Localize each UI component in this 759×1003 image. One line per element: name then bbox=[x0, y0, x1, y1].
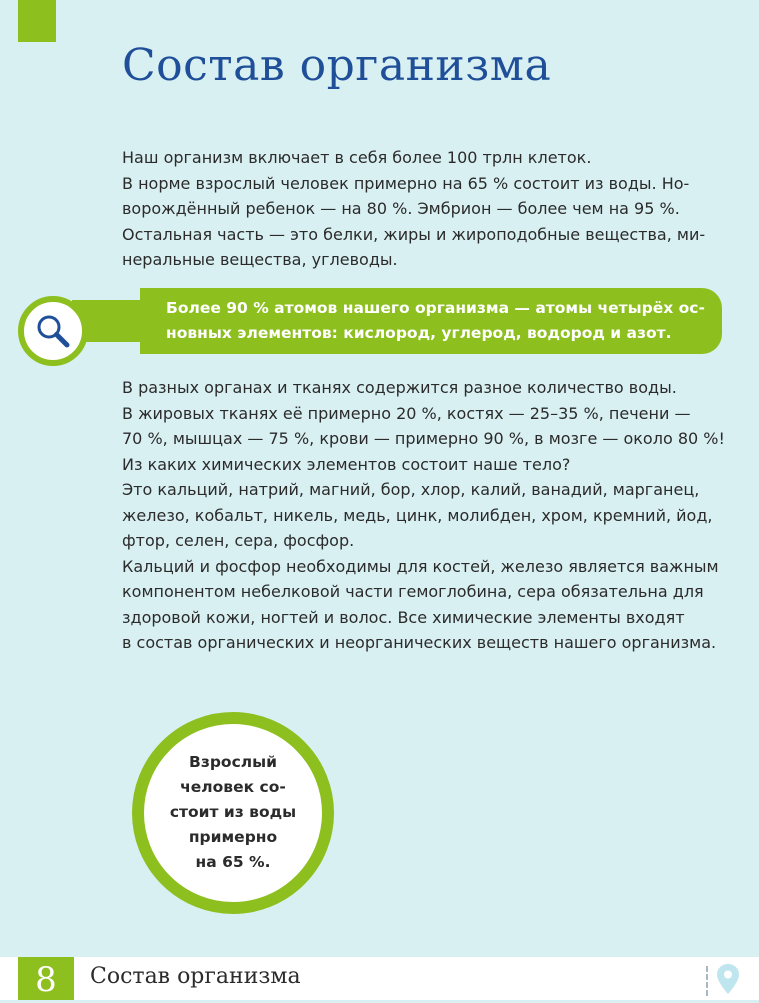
intro-line: В норме взрослый человек примерно на 65 % состоит из воды. Но- bbox=[122, 173, 690, 193]
body-paragraph bbox=[122, 375, 734, 656]
footer-section-title: Состав организма bbox=[90, 964, 301, 989]
body-line: в состав органических и неорганических веществ нашего организма. bbox=[122, 633, 717, 652]
body-line: железо, кобальт, никель, медь, цинк, молибден, хром, кремний, йод, bbox=[122, 505, 713, 525]
body-line: Из каких химических элементов состоит наше тело? bbox=[122, 454, 571, 474]
body-line: В разных органах и тканях содержится разное количество воды. bbox=[122, 378, 677, 397]
fact-line: стоит из воды bbox=[169, 803, 297, 821]
fact-line: человек со- bbox=[180, 778, 286, 796]
intro-line: Наш организм включает в себя более 100 трлн клеток. bbox=[122, 148, 592, 167]
intro-line: Остальная часть — это белки, жиры и жироподобные вещества, ми- bbox=[122, 224, 706, 244]
page-number: 8 bbox=[18, 957, 74, 1000]
corner-tab bbox=[18, 0, 56, 42]
callout-text bbox=[166, 296, 716, 346]
body-line: здоровой кожи, ногтей и волос. Все химические элементы входят bbox=[122, 607, 685, 627]
callout-line: новных элементов: кислород, углерод, водород и азот. bbox=[166, 324, 672, 342]
fact-text bbox=[144, 750, 322, 875]
intro-paragraph bbox=[122, 145, 734, 273]
fact-line: Взрослый bbox=[189, 753, 277, 771]
fact-line: на 65 %. bbox=[195, 853, 271, 871]
magnifier-icon bbox=[34, 312, 72, 350]
magnifier-badge bbox=[18, 296, 88, 366]
page-title: Состав организма bbox=[122, 40, 552, 91]
body-line: компонентом небелковой части гемоглобина, сера обязательна для bbox=[122, 582, 704, 601]
callout-line: Более 90 % атомов нашего организма — атомы четырёх ос- bbox=[166, 299, 705, 317]
body-line: 70 %, мышцах — 75 %, крови — примерно 90 %, в мозге — около 80 %! bbox=[122, 429, 725, 448]
body-line: В жировых тканях её примерно 20 %, костях — 25–35 %, печени — bbox=[122, 403, 691, 423]
body-line: Это кальций, натрий, магний, бор, хлор, калий, ванадий, марганец, bbox=[122, 480, 700, 499]
footer-divider bbox=[706, 966, 708, 996]
body-line: Кальций и фосфор необходимы для костей, железо является важным bbox=[122, 556, 719, 576]
fact-circle bbox=[132, 712, 334, 914]
fact-line: примерно bbox=[188, 828, 278, 846]
intro-line: ворождённый ребенок — на 80 %. Эмбрион — более чем на 95 %. bbox=[122, 199, 680, 218]
intro-line: неральные вещества, углеводы. bbox=[122, 250, 398, 269]
location-pin-icon bbox=[716, 963, 740, 995]
body-line: фтор, селен, сера, фосфор. bbox=[122, 531, 355, 550]
